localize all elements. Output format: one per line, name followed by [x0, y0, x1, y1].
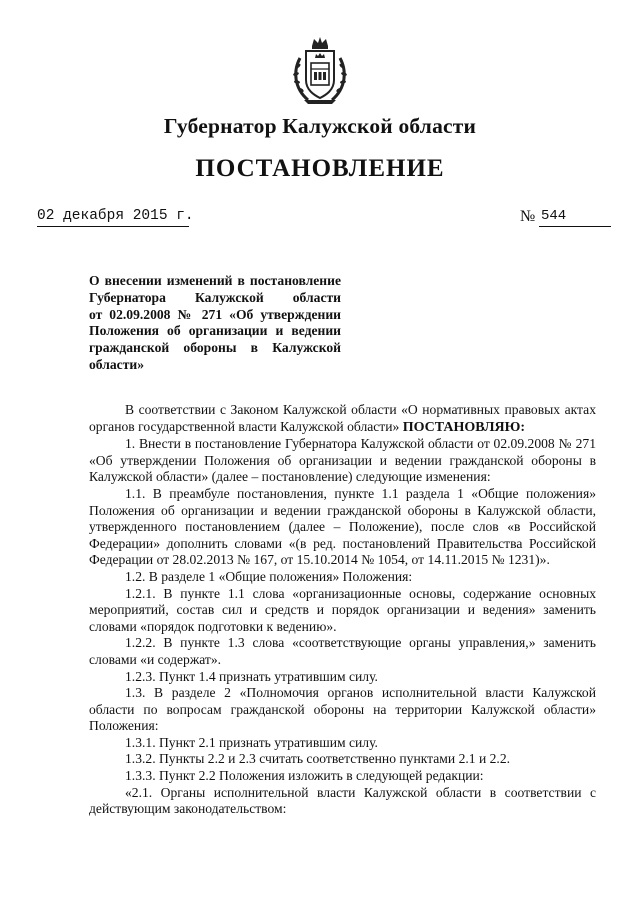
document-number: 544 — [541, 208, 567, 224]
body-paragraph: 1.1. В преамбуле постановления, пункте 1.1 раздела 1 «Общие положения» Положения об организации и ведении гражданской обороны в Калужской области, утвержденного постановлением (далее – Положение), после слов «в Российской Федерации» дополнить словами «(в ред. постановлений Правительства Российской Федерации от 28.02.2013 № 167, от 15.10.2014 № 1054, от 14.11.2015 № 1231)». — [89, 485, 596, 568]
body-paragraph: 1.3.2. Пункты 2.2 и 2.3 считать соответственно пунктами 2.1 и 2.2. — [125, 751, 511, 767]
subject-line: Губернатора Калужской области — [89, 289, 341, 305]
body-paragraph: 1.2.2. В пункте 1.3 слова «соответствующие органы управления,» заменить словами «и содержат». — [89, 635, 596, 667]
issuer-title: Губернатор Калужской области — [163, 114, 477, 138]
preamble-paragraph — [89, 402, 596, 436]
body-paragraph: 1.2. В разделе 1 «Общие положения» Положения: — [125, 568, 413, 584]
body-paragraph: 1.2.3. Пункт 1.4 признать утратившим силу. — [125, 668, 378, 684]
number-sign: № — [520, 208, 536, 225]
subject-line: Положения об организации и ведении — [89, 323, 341, 339]
date-underline — [37, 226, 189, 227]
body-paragraph: 1.2.1. В пункте 1.1 слова «организационные основы, содержание основных мероприятий, состав сил и средств и порядок организации и ведения» заменить словами «порядок подготовки к ведению». — [89, 585, 596, 634]
body-paragraph: 1.3. В разделе 2 «Полномочия органов исполнительной власти Калужской области по вопросам гражданской обороны на территории Калужской области» Положения: — [89, 685, 596, 734]
subject-line: области» — [89, 356, 145, 372]
number-underline — [539, 226, 611, 227]
subject-line: гражданской обороны в Калужской — [89, 340, 341, 356]
document-subject — [89, 273, 341, 374]
document-type: ПОСТАНОВЛЕНИЕ — [195, 155, 445, 182]
body-paragraph: 1.3.3. Пункт 2.2 Положения изложить в следующей редакции: — [125, 768, 484, 784]
decree-keyword: ПОСТАНОВЛЯЮ: — [402, 419, 526, 435]
document-date: 02 декабря 2015 г. — [37, 208, 194, 224]
subject-line: от 02.09.2008 № 271 «Об утверждении — [89, 306, 341, 322]
preamble-text: В соответствии с Законом Калужской области «О нормативных правовых актах органов государственной власти Калужской области» — [89, 402, 596, 434]
body-paragraph: 1. Внести в постановление Губернатора Калужской области от 02.09.2008 № 271 «Об утверждении Положения об организации и ведении гражданской обороны в Калужской области» (далее – постановление) следующие изменения: — [89, 436, 596, 485]
document-body — [89, 402, 596, 818]
body-paragraph: «2.1. Органы исполнительной власти Калужской области в соответствии с действующим законодательством: — [89, 784, 596, 817]
coat-of-arms-emblem — [290, 36, 350, 106]
subject-line: О внесении изменений в постановление — [89, 273, 341, 288]
body-paragraph: 1.3.1. Пункт 2.1 признать утратившим силу. — [125, 734, 378, 750]
